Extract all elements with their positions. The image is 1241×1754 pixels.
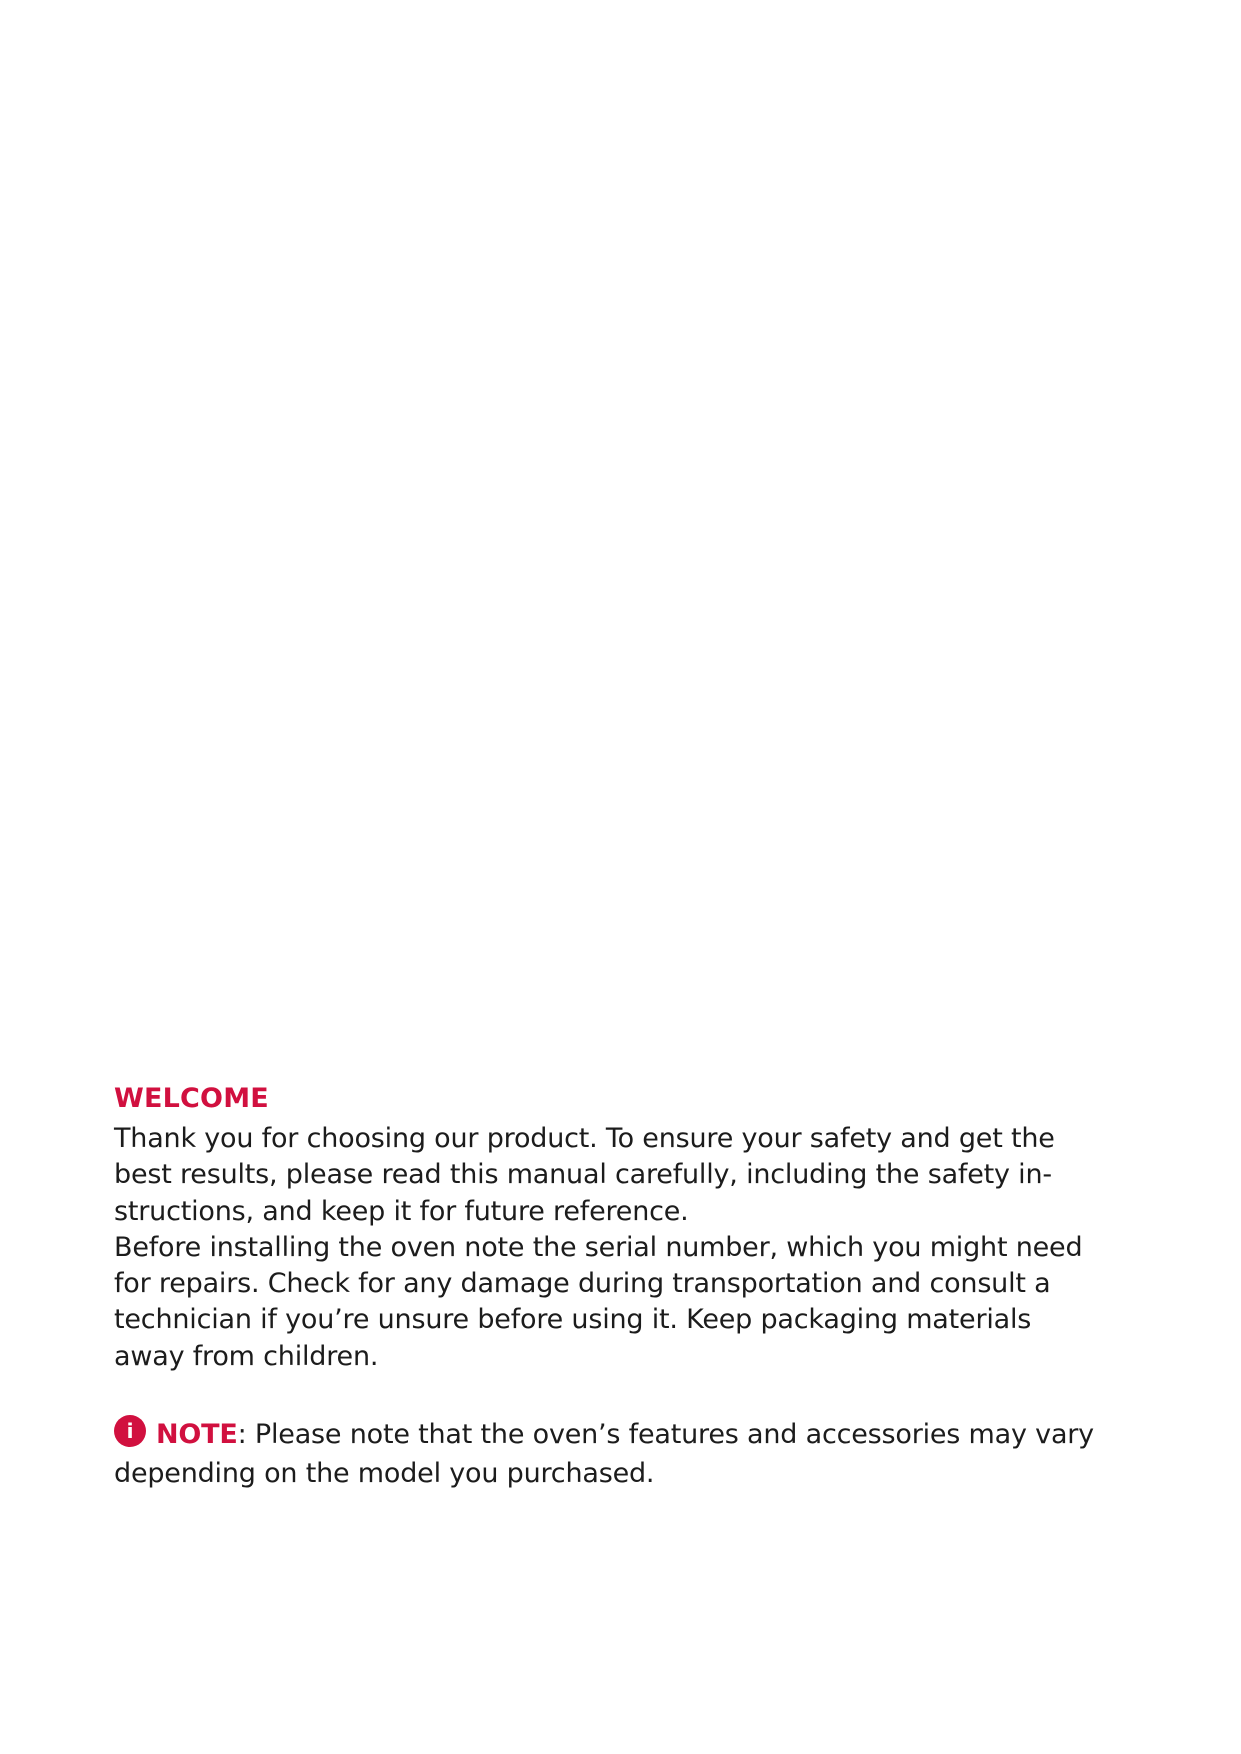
note-text: Please note that the oven’s features and accessories may vary	[246, 1419, 1094, 1451]
paragraph-line: best results, please read this manual carefully, including the safety in-	[114, 1159, 1052, 1191]
paragraph-line: technician if you’re unsure before using it. Keep packaging materials	[114, 1304, 1032, 1336]
info-icon-glyph: i	[126, 1419, 134, 1444]
note-colon: :	[237, 1419, 247, 1451]
note-block	[114, 1415, 1134, 1493]
paragraph-line: Before installing the oven note the serial number, which you might need	[114, 1231, 1083, 1263]
welcome-paragraph	[114, 1121, 1134, 1375]
paragraph-line: Thank you for choosing our product. To ensure your safety and get the	[114, 1123, 1055, 1154]
info-icon	[114, 1415, 146, 1447]
welcome-section	[114, 1082, 1134, 1493]
paragraph-line: for repairs. Check for any damage during transportation and consult a	[114, 1268, 1051, 1300]
welcome-heading: WELCOME	[114, 1083, 269, 1114]
note-line	[114, 1415, 1134, 1454]
note-label: NOTE	[156, 1419, 238, 1451]
paragraph-line: structions, and keep it for future reference.	[114, 1195, 689, 1227]
paragraph-line: away from children.	[114, 1340, 379, 1372]
note-line: depending on the model you purchased.	[114, 1458, 655, 1490]
